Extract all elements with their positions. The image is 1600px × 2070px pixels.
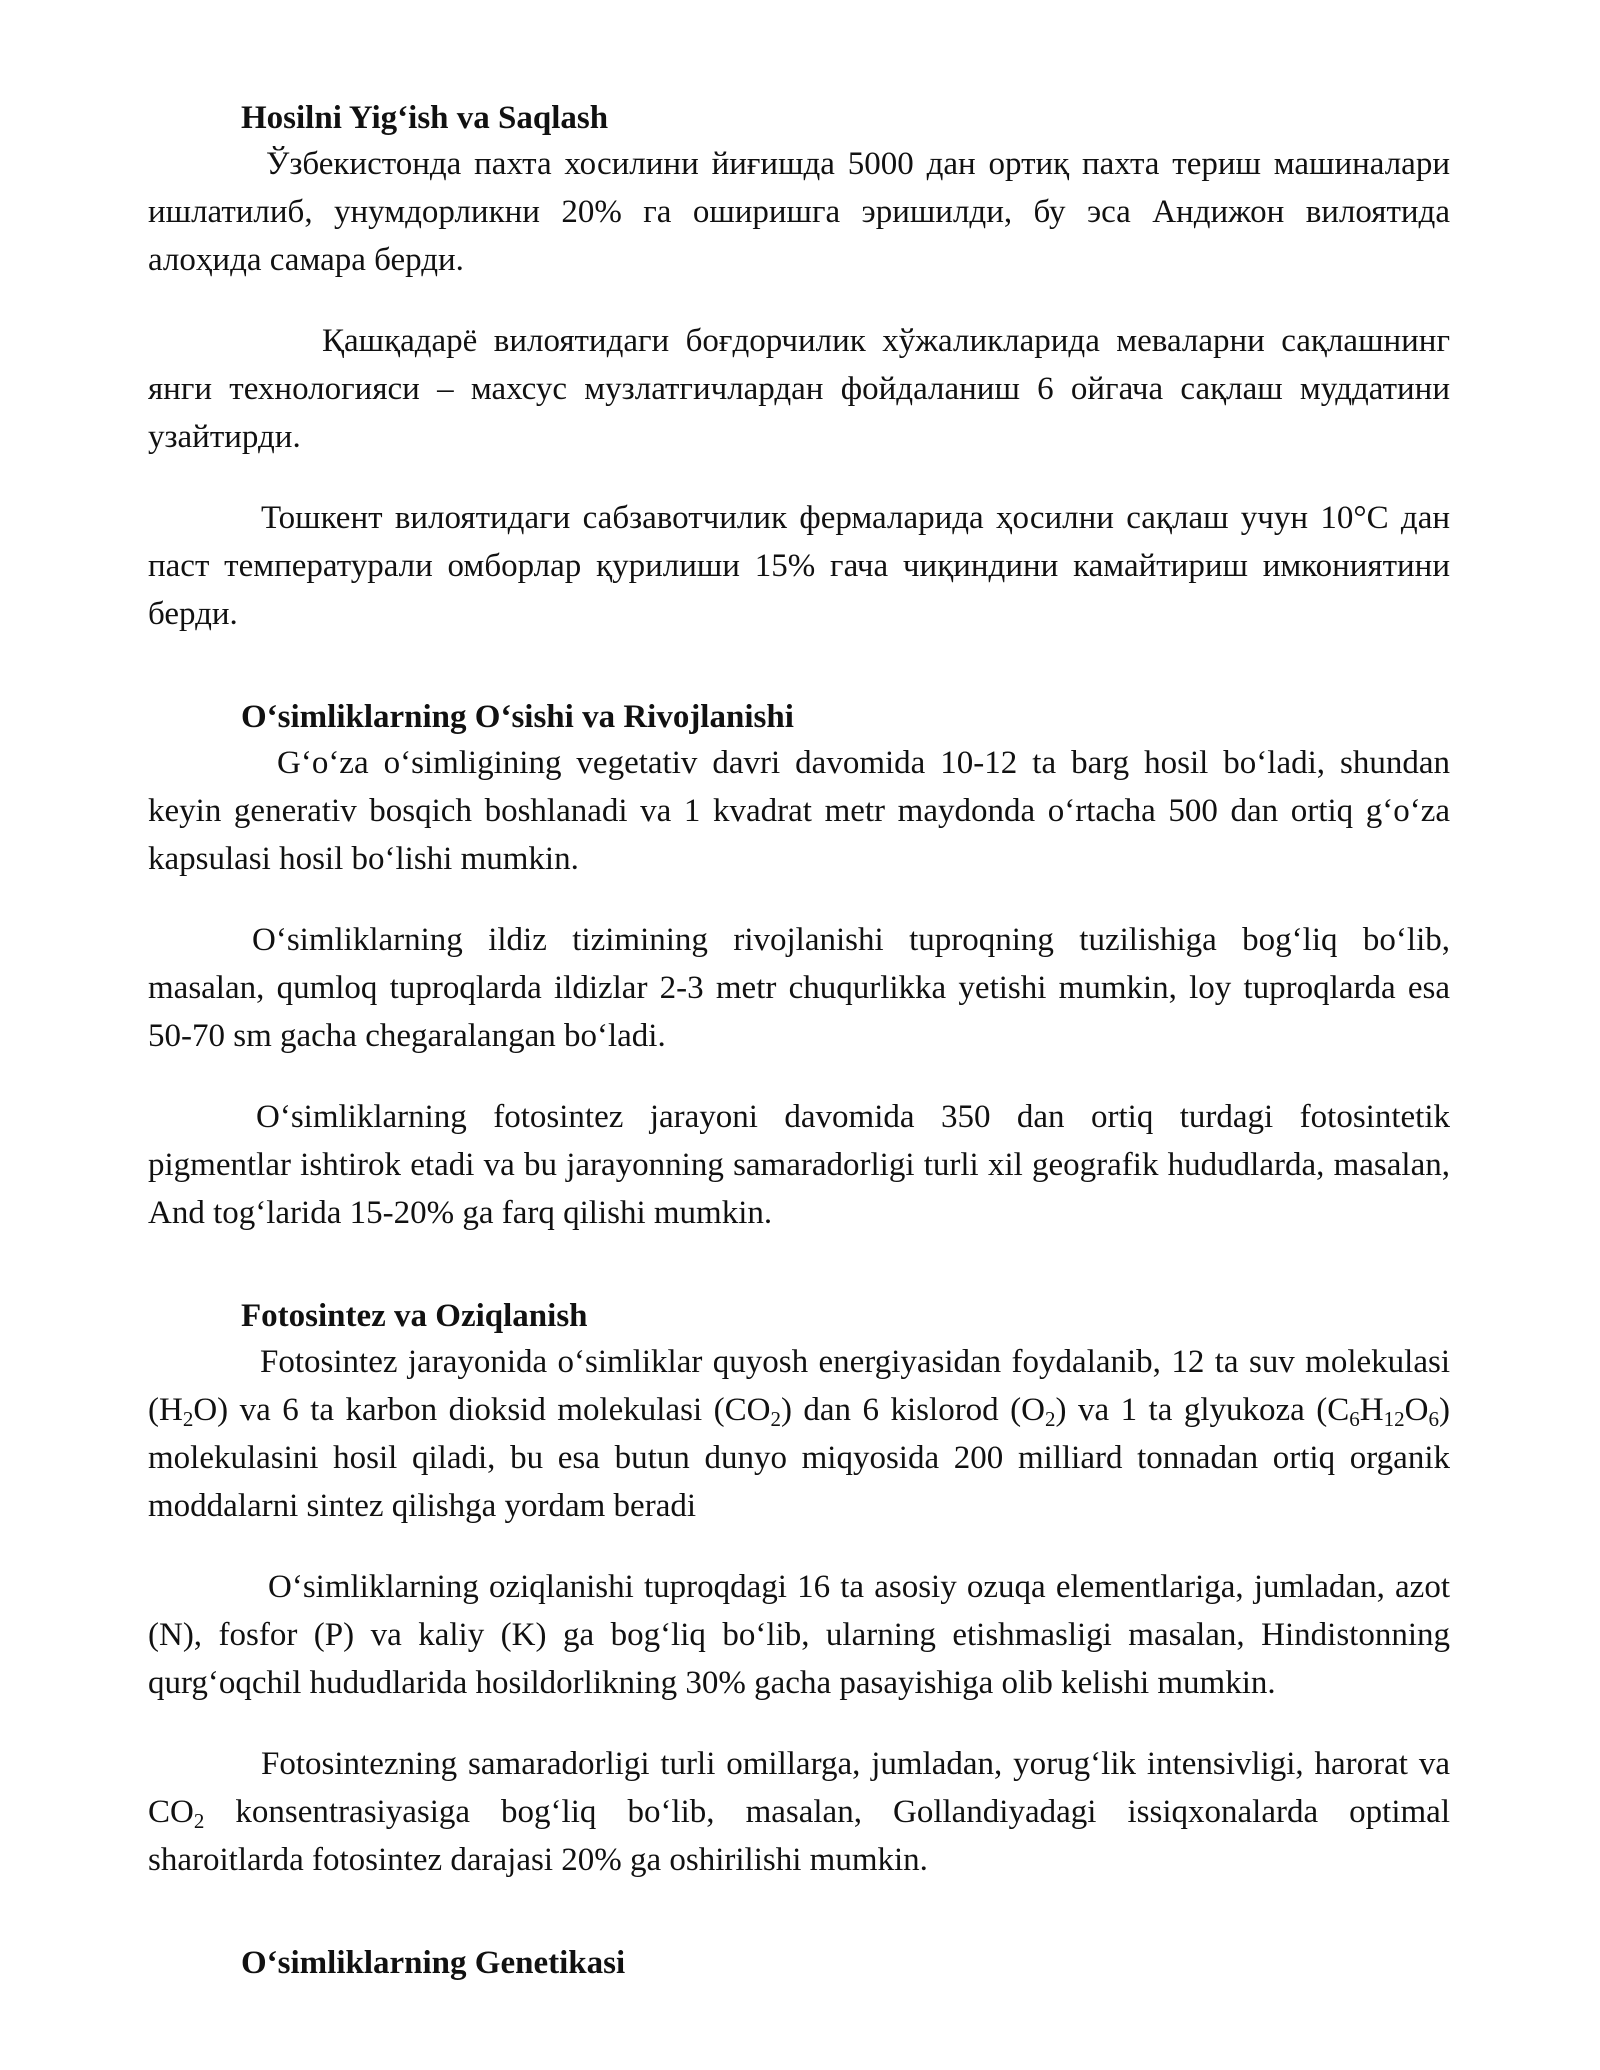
paragraph: Тошкент вилоятидаги сабзавотчилик фермаларида ҳосилни сақлаш учун 10°C дан паст температурали омборлар қурилиши 15% гача чиқиндини камайтириш имкониятини берди. — [148, 500, 1450, 632]
paragraph-chemistry: Fotosintez jarayonida oʻsimliklar quyosh energiyasidan foydalanib, 12 ta suv molekulasi $(H_2O)$ va 6 ta karbon dioksid molekulasi $(CO_2)$ dan 6 kislorod $(O_2)$ va 1 ta glyukoza $(C_6H_{12}O_6)$ molekulasini hosil qiladi, bu esa butun dunyo miqyosida 200 milliard tonnadan ortiq organik moddalarni sintez qilishga yordam beradi — [148, 1344, 1450, 1524]
section-heading-growth: Oʻsimliklarning Oʻsishi va Rivojlanishi — [241, 699, 794, 735]
paragraph: Oʻsimliklarning fotosintez jarayoni davomida 350 dan ortiq turdagi fotosintetik pigmentlar ishtirok etadi va bu jarayonning samaradorligi turli xil geografik hududlarda, masalan, And togʻlarida 15-20% ga farq qilishi mumkin. — [148, 1099, 1450, 1231]
paragraph: Қашқадарё вилоятидаги боғдорчилик хўжаликларида меваларни сақлашнинг янги технологияси – махсус музлатгичлардан фойдаланиш 6 ойгача сақлаш муддатини узайтирди. — [148, 323, 1450, 455]
document-page — [148, 96, 1450, 1985]
paragraph: Oʻsimliklarning ildiz tizimining rivojlanishi tuproqning tuzilishiga bogʻliq boʻlib, masalan, qumloq tuproqlarda ildizlar 2-3 metr chuqurlikka yetishi mumkin, loy tuproqlarda esa 50-70 sm gacha chegaralangan boʻladi. — [148, 922, 1450, 1054]
paragraph: Ўзбекистонда пахта хосилини йиғишда 5000 дан ортиқ пахта териш машиналари ишлатилиб, унумдорликни 20% га оширишга эришилди, бу эса Андижон вилоятида алоҳида самара берди. — [148, 146, 1450, 278]
paragraph-co2: Fotosintezning samaradorligi turli omillarga, jumladan, yorugʻlik intensivligi, harorat va $CO_2$ konsentrasiyasiga bogʻliq boʻlib, masalan, Gollandiyadagi issiqxonalarda optimal sharoitlarda fotosintez darajasi 20% ga oshirilishi mumkin. — [148, 1746, 1450, 1878]
paragraph: Oʻsimliklarning oziqlanishi tuproqdagi 16 ta asosiy ozuqa elementlariga, jumladan, azot (N), fosfor (P) va kaliy (K) ga bogʻliq boʻlib, ularning etishmasligi masalan, Hindistonning qurgʻoqchil hududlarida hosildorlikning 30% gacha pasayishiga olib kelishi mumkin. — [148, 1569, 1450, 1701]
section-heading-genetics: Oʻsimliklarning Genetikasi — [241, 1945, 626, 1981]
section-heading-photosynthesis: Fotosintez va Oziqlanish — [241, 1298, 588, 1334]
paragraph: Gʻoʻza oʻsimligining vegetativ davri davomida 10-12 ta barg hosil boʻladi, shundan keyin generativ bosqich boshlanadi va 1 kvadrat metr maydonda oʻrtacha 500 dan ortiq gʻoʻza kapsulasi hosil boʻlishi mumkin. — [148, 745, 1450, 877]
section-heading-harvest: Hosilni Yigʻish va Saqlash — [241, 100, 609, 136]
